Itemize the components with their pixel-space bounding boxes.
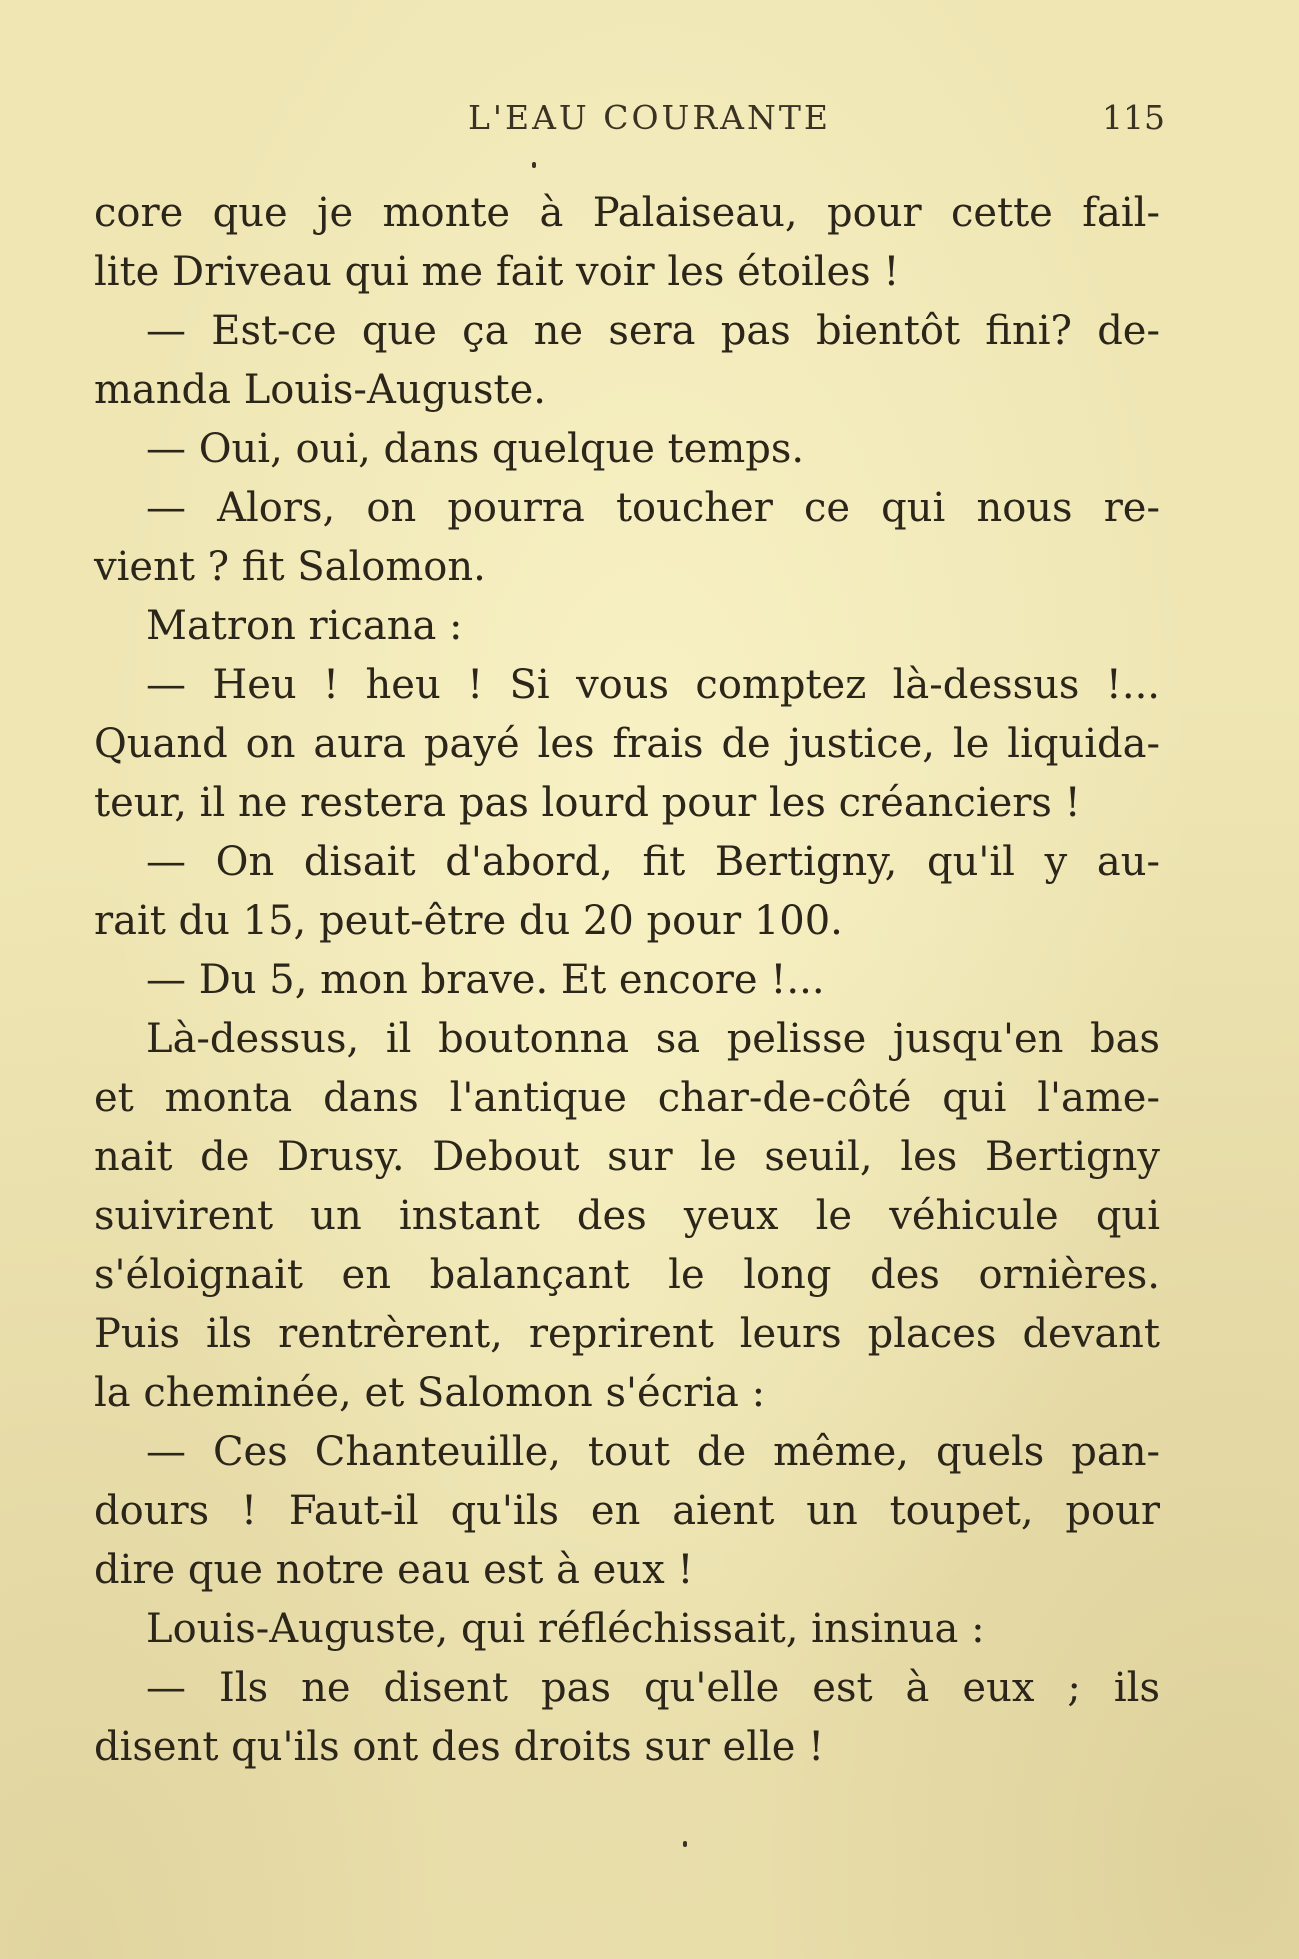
text-line: Puis ils rentrèrent, reprirent leurs places devant <box>94 1311 1160 1357</box>
text-line: disent qu'ils ont des droits sur elle ! <box>94 1724 825 1770</box>
text-line: — Du 5, mon brave. Et encore !... <box>146 957 825 1003</box>
running-title: L'EAU COURANTE <box>468 98 831 137</box>
body-text <box>94 184 1160 1777</box>
ink-speck <box>683 1841 687 1847</box>
running-head <box>0 98 1299 158</box>
text-line: suivirent un instant des yeux le véhicule qui <box>94 1193 1160 1239</box>
text-line: Là-dessus, il boutonna sa pelisse jusqu'en bas <box>146 1016 1160 1062</box>
text-line: — Ils ne disent pas qu'elle est à eux ; ils <box>146 1665 1160 1711</box>
text-line: Matron ricana : <box>146 603 463 649</box>
text-line: lite Driveau qui me fait voir les étoiles ! <box>94 249 900 295</box>
text-line: — Oui, oui, dans quelque temps. <box>146 426 805 472</box>
text-line: nait de Drusy. Debout sur le seuil, les Bertigny <box>94 1134 1160 1180</box>
text-line: dire que notre eau est à eux ! <box>94 1547 694 1593</box>
text-line: rait du 15, peut-être du 20 pour 100. <box>94 898 843 944</box>
text-line: Quand on aura payé les frais de justice, le liquida- <box>94 721 1160 767</box>
text-line: — On disait d'abord, fit Bertigny, qu'il y au- <box>146 839 1160 885</box>
page-number: 115 <box>1102 98 1165 137</box>
text-line: — Est-ce que ça ne sera pas bientôt fini? de- <box>146 308 1160 354</box>
text-line: core que je monte à Palaiseau, pour cette fail- <box>94 190 1160 236</box>
text-line: et monta dans l'antique char-de-côté qui l'ame- <box>94 1075 1160 1121</box>
text-line: s'éloignait en balançant le long des ornières. <box>94 1252 1160 1298</box>
text-line: — Heu ! heu ! Si vous comptez là-dessus !... <box>146 662 1160 708</box>
text-line: manda Louis-Auguste. <box>94 367 546 413</box>
text-line: — Ces Chanteuille, tout de même, quels pan- <box>146 1429 1160 1475</box>
text-line: dours ! Faut-il qu'ils en aient un toupet, pour <box>94 1488 1160 1534</box>
text-line: teur, il ne restera pas lourd pour les créanciers ! <box>94 780 1081 826</box>
text-line: Louis-Auguste, qui réfléchissait, insinua : <box>146 1606 985 1652</box>
ink-speck <box>532 162 536 168</box>
text-line: — Alors, on pourra toucher ce qui nous re- <box>146 485 1160 531</box>
text-line: vient ? fit Salomon. <box>94 544 486 590</box>
text-line: la cheminée, et Salomon s'écria : <box>94 1370 766 1416</box>
